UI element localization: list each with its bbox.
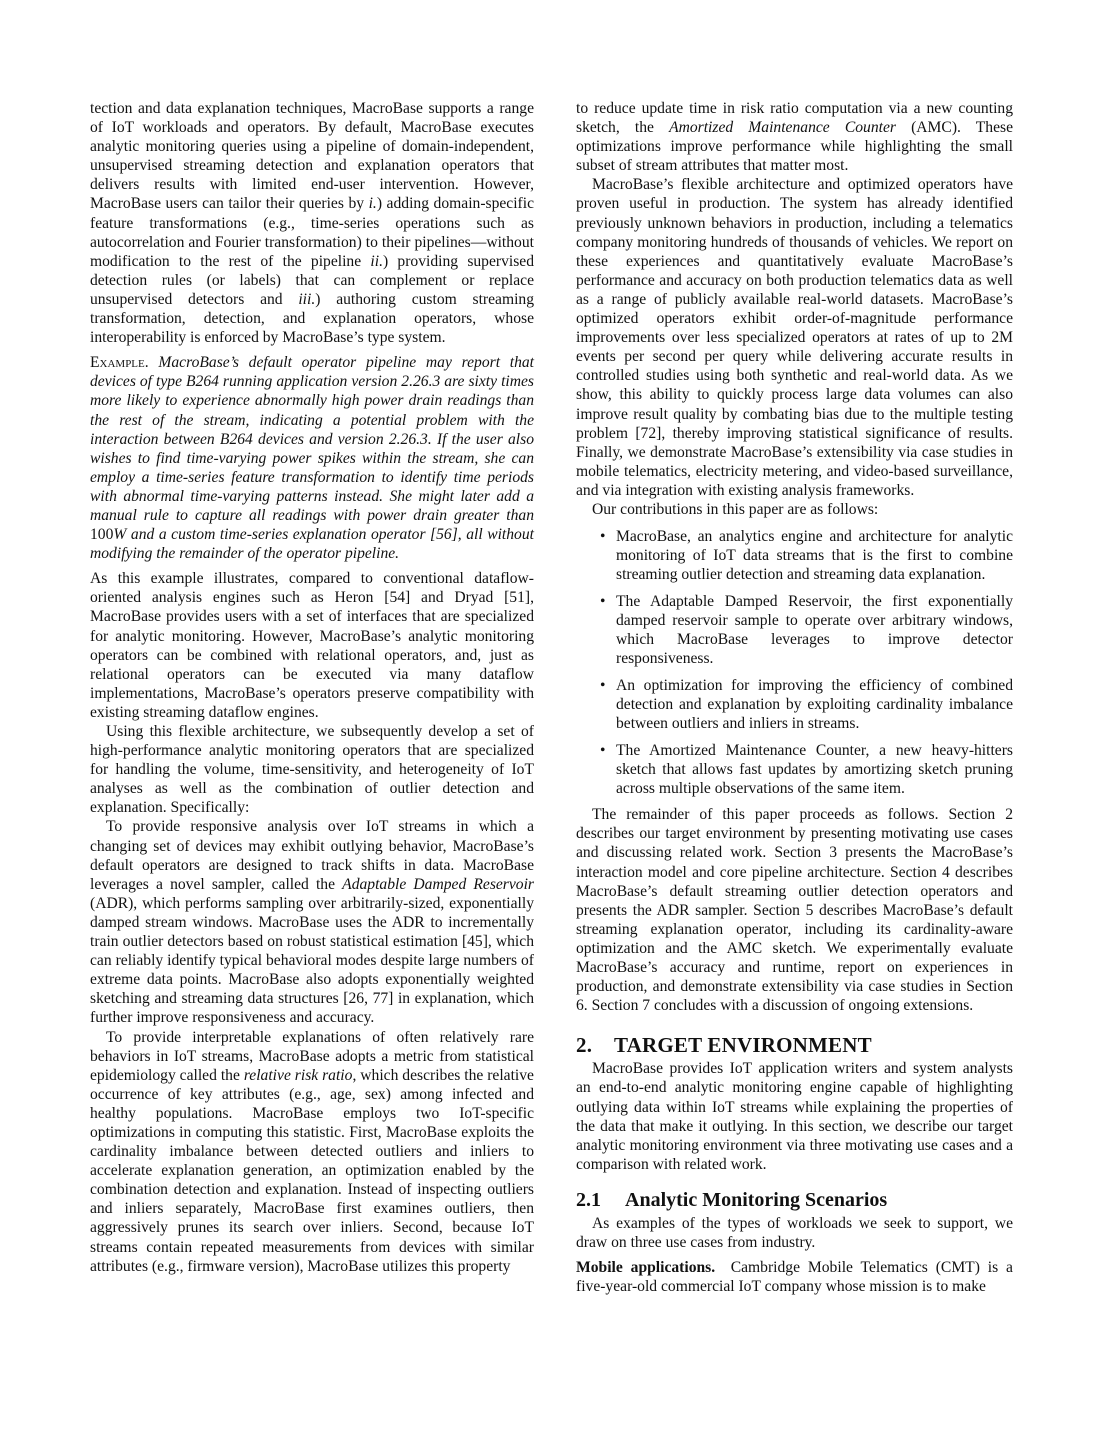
right-column — [576, 99, 1013, 1296]
contributions-list — [576, 527, 1013, 798]
section-title: TARGET ENVIRONMENT — [614, 1033, 872, 1058]
text-run: (AMC). These optimizations improve performance while highlighting the small subset of stream attributes that matter most. — [576, 119, 1014, 175]
subsection-title: Analytic Monitoring Scenarios — [625, 1188, 888, 1211]
roman-numeral-i: i. — [368, 195, 377, 213]
paragraph-amc — [576, 99, 1013, 175]
list-item: • An optimization for improving the efficiency of combined detection and explanation by exploiting cardinality imbalance between outliers and inliers in streams. — [616, 676, 1013, 733]
text-run: (ADR), which performs sampling over arbitrarily-sized, exponentially damped stream windows. MacroBase uses the ADR to incrementally train outlier detectors based on robust statistical estimation [45], which can reliably identify typical behavioral modes despite large numbers of extreme data points. MacroBase also adopts exponentially weighted sketching and streaming data structures [26, 77] in explanation, which further improve responsiveness and accuracy. — [90, 894, 534, 1027]
paragraph-contributions-intro: Our contributions in this paper are as follows: — [592, 500, 879, 518]
paragraph-dataflow-comparison: As this example illustrates, compared to conventional dataflow-oriented analysis engines such as Heron [54] and Dryad [51], MacroBase provides users with a set of interfaces that are specialized for analytic monitoring. However, MacroBase’s analytic monitoring operators can be combined with relational operators, and, just as relational operators can be executed via many dataflow implementations, MacroBase’s operators preserve compatibility with existing streaming dataflow engines. — [90, 570, 534, 721]
term-adr: Adaptable Damped Reservoir — [342, 875, 534, 893]
paragraph-risk-ratio — [90, 1028, 534, 1276]
term-relative-risk-ratio: relative risk ratio — [243, 1066, 353, 1084]
roman-numeral-iii: iii. — [298, 290, 316, 308]
list-item: • The Amortized Maintenance Counter, a new heavy-hitters sketch that allows fast updates by amortizing sketch pruning across multiple observations of the same item. — [616, 741, 1013, 798]
section-heading — [576, 1033, 1013, 1057]
text-run: Cambridge Mobile Telematics (CMT) is a five-year-old commercial IoT company whose mission is to make — [576, 1259, 1013, 1296]
subsection-heading — [576, 1188, 1013, 1212]
paragraph-production: MacroBase’s flexible architecture and optimized operators have proven useful in production. The system has already identified previously unknown behaviors in production, including a telematics company monitoring hundreds of thousands of vehicles. We report on these experiences and quantitatively evaluate MacroBase’s performance and accuracy on both production telematics data as well as a range of publicly available real-world datasets. MacroBase’s optimized operators exhibit order-of-magnitude performance improvements over less specialized operators at rates of up to 2M events per second per query while delivering accurate results in controlled studies using both synthetic and real-world data. As we show, this ability to quickly process large data volumes can also improve result quality by combating bias due to the multiple testing problem [72], thereby improving statistical significance of results. Finally, we demonstrate MacroBase’s extensibility via case studies in mobile telematics, electricity metering, and video-based surveillance, and via integration with existing analysis frameworks. — [576, 176, 1013, 499]
example-label: Example. — [90, 354, 149, 372]
text-run: ) adding domain-specific feature transformations (e.g., time-series operations such as autocorrelation and Fourier transformation) to their pipelines—without modification to the rest of the pipeline — [90, 195, 534, 270]
text-run: ) authoring custom streaming transformation, detection, and explanation operators, whose interoperability is enforced by MacroBase’s type system. — [90, 290, 534, 347]
example-block — [90, 353, 534, 563]
paragraph-scenarios-intro: As examples of the types of workloads we seek to support, we draw on three use cases from industry. — [576, 1214, 1013, 1251]
text-run: ) providing supervised detection rules (or labels) that can complement or replace unsupervised detectors and — [90, 252, 535, 308]
left-column — [90, 99, 534, 1276]
example-number: 100 — [90, 526, 114, 544]
paragraph-architecture: Using this flexible architecture, we subsequently develop a set of high-performance analytic monitoring operators that are specialized for handling the volume, time-sensitivity, and heterogeneity of IoT analyses as well as the combination of outlier detection and explanation. Specifically: — [90, 723, 534, 817]
text-run: tection and data explanation techniques, MacroBase supports a range of IoT workloads and operators. By default, MacroBase executes analytic monitoring queries using a pipeline of domain-independent, unsupervised streaming detection and explanation operators that delivers results with limited end-user intervention. However, MacroBase users can tailor their queries by — [90, 100, 534, 213]
term-amc: Amortized Maintenance Counter — [669, 119, 896, 137]
text-run: to reduce update time in risk ratio computation via a new counting sketch, the — [576, 100, 1013, 137]
list-item: • The Adaptable Damped Reservoir, the first exponentially damped reservoir sample to operate over arbitrary windows, which MacroBase leverages to improve detector responsiveness. — [616, 592, 1013, 668]
subsection-number: 2.1 — [576, 1188, 601, 1211]
text-run: To provide responsive analysis over IoT streams in which a changing set of devices may exhibit outlying behavior, MacroBase’s default operators are designed to track shifts in data. MacroBase leverages a novel sampler, called the — [90, 818, 534, 893]
paragraph-adr — [90, 817, 534, 1027]
run-in-heading: Mobile applications. — [576, 1259, 716, 1277]
text-run: , which describes the relative occurrence of key attributes (e.g., age, sex) among infected and healthy populations. MacroBase employs two IoT-specific optimizations in computing this statistic. First, MacroBase exploits the cardinality imbalance between detected outliers and inliers to accelerate explanation generation, an optimization enabled by the combination detection and explanation. Instead of inspecting outliers and inliers separately, MacroBase first examines outliers, then aggressively prunes its search over inliers. Second, because IoT streams contain repeated measurements from devices with similar attributes (e.g., firmware version), MacroBase utilizes this property — [90, 1066, 534, 1275]
paragraph-operators-overview — [90, 99, 534, 347]
paragraph-roadmap: The remainder of this paper proceeds as follows. Section 2 describes our target environment by presenting motivating use cases and discussing related work. Section 3 presents the MacroBase’s interaction model and core pipeline architecture. Section 4 describes MacroBase’s default streaming outlier detection operators and presents the ADR sampler. Section 5 describes MacroBase’s default streaming explanation operator, including its cardinality-aware optimization and the AMC sketch. We experimentally evaluate MacroBase’s accuracy and runtime, report on experiences in production, and demonstrate extensibility via case studies in Section 6. Section 7 concludes with a discussion of ongoing extensions. — [576, 806, 1013, 1015]
roman-numeral-ii: ii. — [370, 252, 383, 270]
example-text: MacroBase’s default operator pipeline may report that devices of type B264 running application version 2.26.3 are sixty times more likely to experience abnormally high power drain readings than the rest of the stream, indicating a potential problem with the interaction between B264 devices and version 2.26.3. If the user also wishes to find time-varying power spikes within the stream, she can employ a time-series feature transformation to identify time periods with abnormal time-varying patterns instead. She might later add a manual rule to capture all readings with power drain greater than — [90, 354, 534, 524]
paragraph-target-environment: MacroBase provides IoT application writers and system analysts an end-to-end analytic monitoring engine capable of highlighting outlying data within IoT streams while explaining the properties of the data that make it outlying. In this section, we describe our target analytic monitoring environment via three motivating use cases and a comparison with related work. — [576, 1060, 1013, 1173]
example-text: W and a custom time-series explanation operator [56], all without modifying the remainder of the operator pipeline. — [90, 526, 534, 563]
list-item: • MacroBase, an analytics engine and architecture for analytic monitoring of IoT data streams that is the first to combine streaming outlier detection and streaming data explanation. — [616, 527, 1013, 584]
section-number: 2. — [576, 1033, 593, 1058]
text-run: To provide interpretable explanations of often relatively rare behaviors in IoT streams, MacroBase adopts a metric from statistical epidemiology called the — [90, 1028, 534, 1084]
paragraph-mobile-applications — [576, 1258, 1013, 1296]
